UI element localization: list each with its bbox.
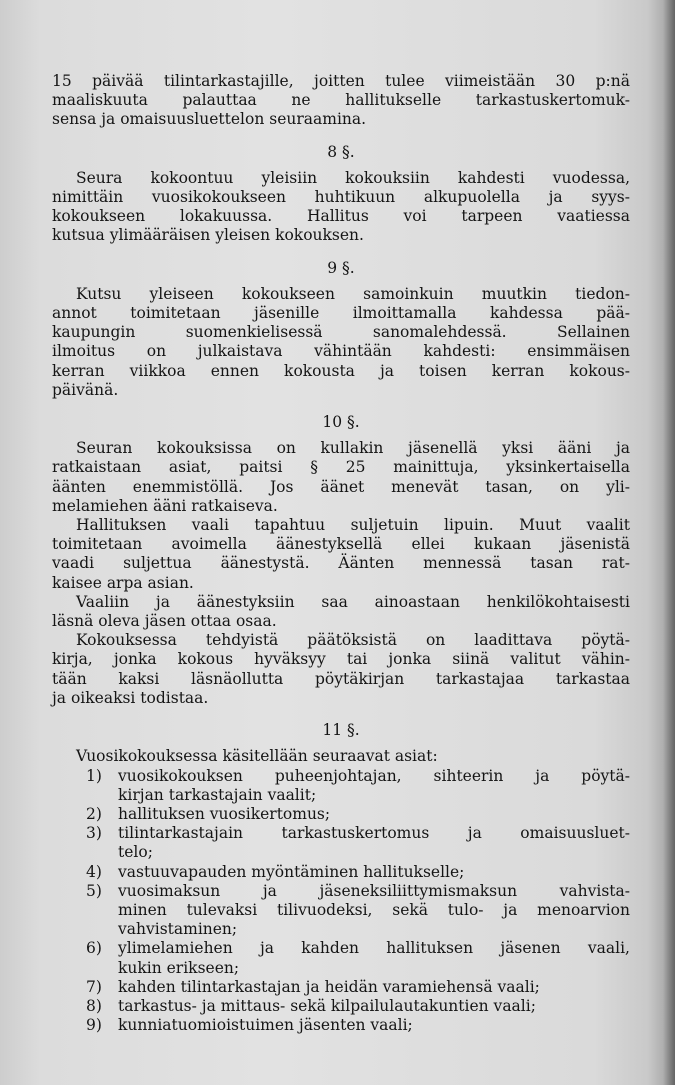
list-item [52, 767, 630, 805]
item-number: 9) [86, 1016, 102, 1035]
paragraph [52, 439, 630, 516]
text-line: vuosimaksun ja jäseneksiliittymismaksun vahvista- [118, 881, 630, 900]
text-line: kirja, jonka kokous hyväksyy tai jonka siinä valitut vähin- [52, 650, 630, 669]
item-number: 4) [86, 862, 102, 881]
list-item [52, 939, 630, 977]
section-heading-8: 8 §. [327, 142, 355, 161]
text-line: tään kaksi läsnäollutta pöytäkirjan tarkastajaa tarkastaa [52, 669, 630, 688]
text-line: toimitetaan avoimella äänestyksellä ellei kukaan jäsenistä [52, 535, 630, 554]
item-number: 2) [86, 804, 102, 823]
list-item [52, 1016, 630, 1035]
text-line: Vuosikokouksessa käsitellään seuraavat asiat: [76, 747, 438, 766]
list-item [52, 997, 630, 1016]
text-line: kaupungin suomenkielisessä sanomalehdessä. Sellainen [52, 323, 630, 342]
section-heading-10: 10 §. [322, 413, 360, 432]
text-line: ylimelamiehen ja kahden hallituksen jäsenen vaali, [118, 939, 630, 958]
item-number: 8) [86, 996, 102, 1015]
text-line: 15 päivää tilintarkastajille, joitten tulee viimeistään 30 p:nä [52, 72, 630, 90]
agenda-list [52, 767, 630, 1036]
text-line: vuosikokouksen puheenjohtajan, sihteerin ja pöytä- [118, 766, 630, 785]
list-lead [52, 747, 630, 766]
text-line: nimittäin vuosikokoukseen huhtikuun alkupuolella ja syys- [52, 188, 630, 207]
text-line: kahden tilintarkastajan ja heidän varamiehensä vaali; [118, 977, 540, 996]
paragraph [52, 593, 630, 631]
section-heading-9: 9 §. [327, 258, 355, 277]
intro-paragraph [52, 72, 630, 130]
text-column [52, 72, 630, 1035]
section-heading-11: 11 §. [322, 721, 360, 740]
text-line: Kokouksessa tehdyistä päätöksistä on laadittava pöytä- [76, 631, 630, 650]
text-line: Vaaliin ja äänestyksiin saa ainoastaan henkilökohtaisesti [76, 592, 630, 611]
text-line: Kutsu yleiseen kokoukseen samoinkuin muutkin tiedon- [76, 284, 630, 303]
list-item [52, 863, 630, 882]
text-line: hallituksen vuosikertomus; [118, 804, 331, 823]
text-line: vahvistaminen; [118, 920, 238, 939]
text-line: kaisee arpa asian. [52, 573, 194, 592]
text-line: vaadi suljettua äänestystä. Äänten mennessä tasan rat- [52, 554, 630, 573]
text-line: sensa ja omaisuusluettelon seuraamina. [52, 110, 367, 129]
list-item [52, 882, 630, 940]
paragraph [52, 631, 630, 708]
text-line: minen tulevaksi tilivuodeksi, sekä tulo- ja menoarvion [118, 900, 630, 919]
text-line: kukin erikseen; [118, 958, 240, 977]
paragraph [52, 285, 630, 400]
item-number: 5) [86, 881, 102, 900]
text-line: läsnä oleva jäsen ottaa osaa. [52, 612, 277, 631]
text-line: telo; [118, 843, 153, 862]
text-line: Seura kokoontuu yleisiin kokouksiin kahdesti vuodessa, [76, 168, 630, 187]
list-item [52, 824, 630, 862]
text-line: kerran viikkoa ennen kokousta ja toisen kerran kokous- [52, 361, 630, 380]
text-line: tilintarkastajain tarkastuskertomus ja omaisuusluet- [118, 824, 630, 843]
list-item [52, 805, 630, 824]
page-edge-shadow [663, 0, 675, 1085]
text-line: maaliskuuta palauttaa ne hallitukselle tarkastuskertomuk- [52, 91, 630, 110]
item-number: 6) [86, 939, 102, 958]
text-line: Hallituksen vaali tapahtuu suljetuin lipuin. Muut vaalit [76, 516, 630, 535]
text-line: ja oikeaksi todistaa. [52, 688, 209, 707]
paragraph [52, 516, 630, 593]
text-line: kunniatuomioistuimen jäsenten vaali; [118, 1016, 413, 1035]
item-number: 7) [86, 977, 102, 996]
text-line: annot toimitetaan jäsenille ilmoittamalla kahdessa pää- [52, 304, 630, 323]
text-line: äänten enemmistöllä. Jos äänet menevät tasan, on yli- [52, 477, 630, 496]
text-line: Seuran kokouksissa on kullakin jäsenellä yksi ääni ja [76, 439, 630, 458]
text-line: vastuuvapauden myöntäminen hallitukselle; [118, 862, 465, 881]
list-item [52, 978, 630, 997]
text-line: melamiehen ääni ratkaiseva. [52, 496, 278, 515]
text-line: kutsua ylimääräisen yleisen kokouksen. [52, 226, 364, 245]
text-line: ilmoitus on julkaistava vähintään kahdesti: ensimmäisen [52, 342, 630, 361]
text-line: kirjan tarkastajain vaalit; [118, 785, 317, 804]
paragraph [52, 169, 630, 246]
text-line: tarkastus- ja mittaus- sekä kilpailulautakuntien vaali; [118, 996, 536, 1015]
text-line: kokoukseen lokakuussa. Hallitus voi tarpeen vaatiessa [52, 207, 630, 226]
item-number: 3) [86, 824, 102, 843]
text-line: päivänä. [52, 380, 119, 399]
text-line: ratkaistaan asiat, paitsi § 25 mainittuja, yksinkertaisella [52, 458, 630, 477]
item-number: 1) [86, 766, 102, 785]
